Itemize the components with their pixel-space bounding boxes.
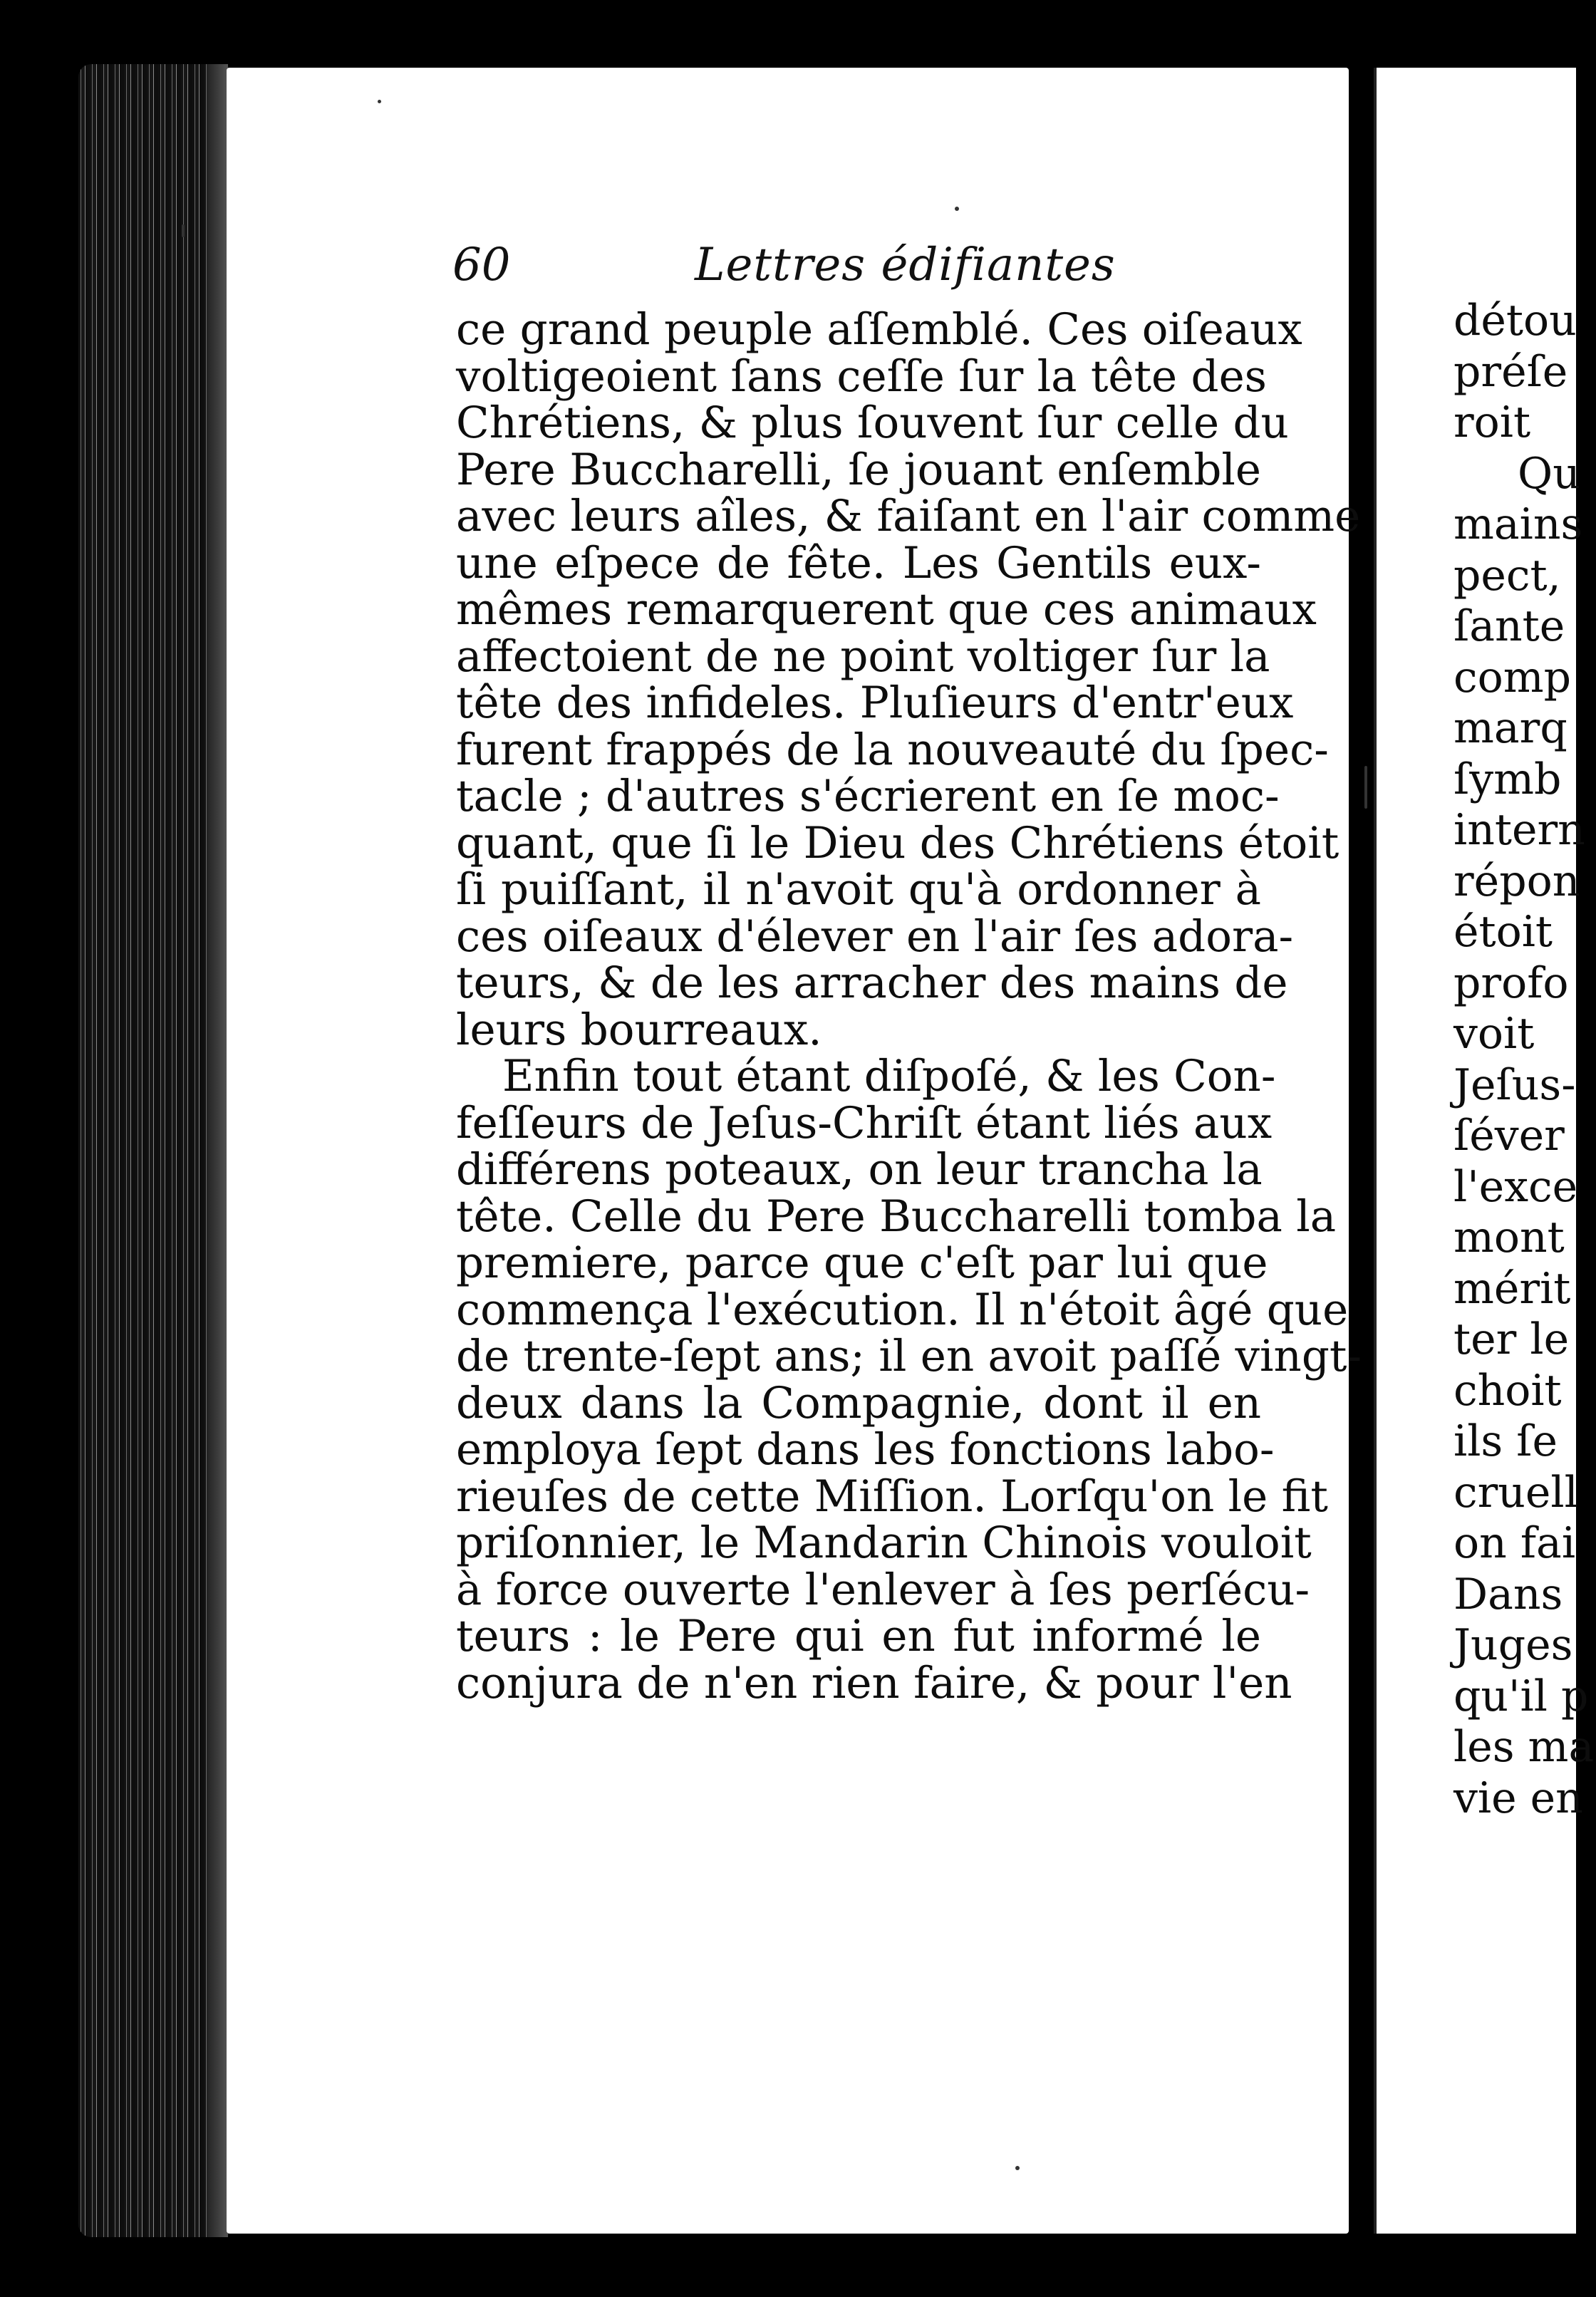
text-line: Chrétiens, & plus ſouvent ſur celle du (456, 398, 1289, 448)
text-line: comp (1454, 652, 1572, 702)
left-page-body (456, 304, 1362, 1709)
text-line: priſonnier, le Mandarin Chinois vouloit (456, 1518, 1312, 1568)
text-line: Qu (1518, 448, 1580, 499)
text-line: vie en (1454, 1773, 1583, 1823)
text-line: les ma (1454, 1722, 1595, 1772)
text-line: répon (1454, 856, 1580, 906)
text-line: leurs bourreaux. (456, 1004, 822, 1055)
text-line: deux dans la Compagnie, dont il en (456, 1377, 1261, 1429)
text-line: affectoient de ne point voltiger ſur la (456, 631, 1270, 682)
text-line: à force ouverte l'enlever à ſes perſécu- (456, 1564, 1310, 1615)
text-line: mains (1454, 499, 1583, 549)
text-line: avec leurs aîles, & faiſant en l'air comme (456, 491, 1361, 541)
scan-speck (1015, 2166, 1020, 2170)
text-line: Jeſus- (1454, 1059, 1576, 1110)
text-line: conjura de n'en rien faire, & pour l'en (456, 1657, 1292, 1709)
text-line: différens poteaux, on leur trancha la (456, 1144, 1263, 1195)
text-line: employa ſept dans les fonctions labo- (456, 1424, 1275, 1475)
text-line: tacle ; d'autres s'écrierent en ſe moc- (456, 771, 1280, 821)
text-line: ces oiſeaux d'élever en l'air ſes adora- (456, 911, 1294, 962)
text-line: voit (1454, 1009, 1535, 1059)
text-line: Enfin tout étant diſpoſé, & les Con- (502, 1051, 1276, 1101)
running-title: Lettres édifiantes (695, 239, 1116, 291)
scan-speck (1364, 766, 1367, 809)
book-page-edges (78, 64, 228, 2237)
text-line: ce grand peuple aſſemblé. Ces oiſeaux (456, 304, 1302, 355)
text-line: voltigeoient ſans ceſſe ſur la tête des (456, 351, 1267, 402)
text-line: profo (1454, 958, 1569, 1008)
text-line: mérit (1454, 1263, 1571, 1314)
text-line: on fai (1454, 1518, 1576, 1568)
text-line: mêmes remarquerent que ces animaux (456, 584, 1317, 635)
text-line: l'exce (1454, 1161, 1578, 1212)
text-line: furent frappés de la nouveauté du ſpec- (456, 724, 1329, 775)
text-line: rieuſes de cette Miſſion. Lorſqu'on le fit (456, 1471, 1328, 1522)
text-line: Dans (1454, 1569, 1563, 1619)
text-line: détou (1454, 296, 1577, 346)
text-line: tête. Celle du Pere Buccharelli tomba la (456, 1191, 1337, 1242)
page-number: 60 (452, 239, 511, 291)
text-line: feſſeurs de Jeſus-Chriſt étant liés aux (456, 1097, 1273, 1148)
text-line: ils ſe (1454, 1416, 1558, 1466)
text-line: teurs : le Pere qui en fut informé le (456, 1611, 1261, 1661)
text-line: mont (1454, 1213, 1565, 1262)
text-line: préſe (1454, 346, 1568, 397)
text-line: ſéver (1454, 1111, 1565, 1161)
text-line: une eſpece de fête. Les Gentils eux- (456, 537, 1261, 588)
scan-speck (182, 224, 185, 237)
text-line: teurs, & de les arracher des mains de (456, 958, 1288, 1008)
text-line: intern (1454, 805, 1585, 855)
text-line: marq (1454, 703, 1568, 753)
text-line: Juges (1454, 1620, 1573, 1670)
text-line: premiere, parce que c'eſt par lui que (456, 1238, 1268, 1288)
text-line: ter le (1454, 1315, 1570, 1364)
text-line: roit (1454, 398, 1531, 447)
text-line: tête des infideles. Pluſieurs d'entr'eux (456, 678, 1294, 728)
text-line: choit (1454, 1365, 1562, 1416)
scan-speck (955, 207, 959, 211)
scan-speck (378, 100, 381, 103)
text-line: ſante (1454, 601, 1565, 651)
text-line: ſi puiſſant, il n'avoit qu'à ordonner à (456, 864, 1261, 915)
text-line: étoit (1454, 907, 1553, 957)
right-page-fragment (1454, 296, 1596, 1824)
text-line: Pere Buccharelli, ſe jouant enſemble (456, 444, 1261, 495)
text-line: ſymb (1454, 754, 1562, 804)
text-line: pect, (1454, 550, 1561, 601)
text-line: commença l'exécution. Il n'étoit âgé que (456, 1284, 1349, 1335)
text-line: quant, que ſi le Dieu des Chrétiens étoit (456, 817, 1340, 868)
text-line: qu'il p (1454, 1671, 1589, 1721)
text-line: de trente-ſept ans; il en avoit paſſé vingt- (456, 1331, 1362, 1381)
text-line: cruell (1454, 1467, 1578, 1518)
